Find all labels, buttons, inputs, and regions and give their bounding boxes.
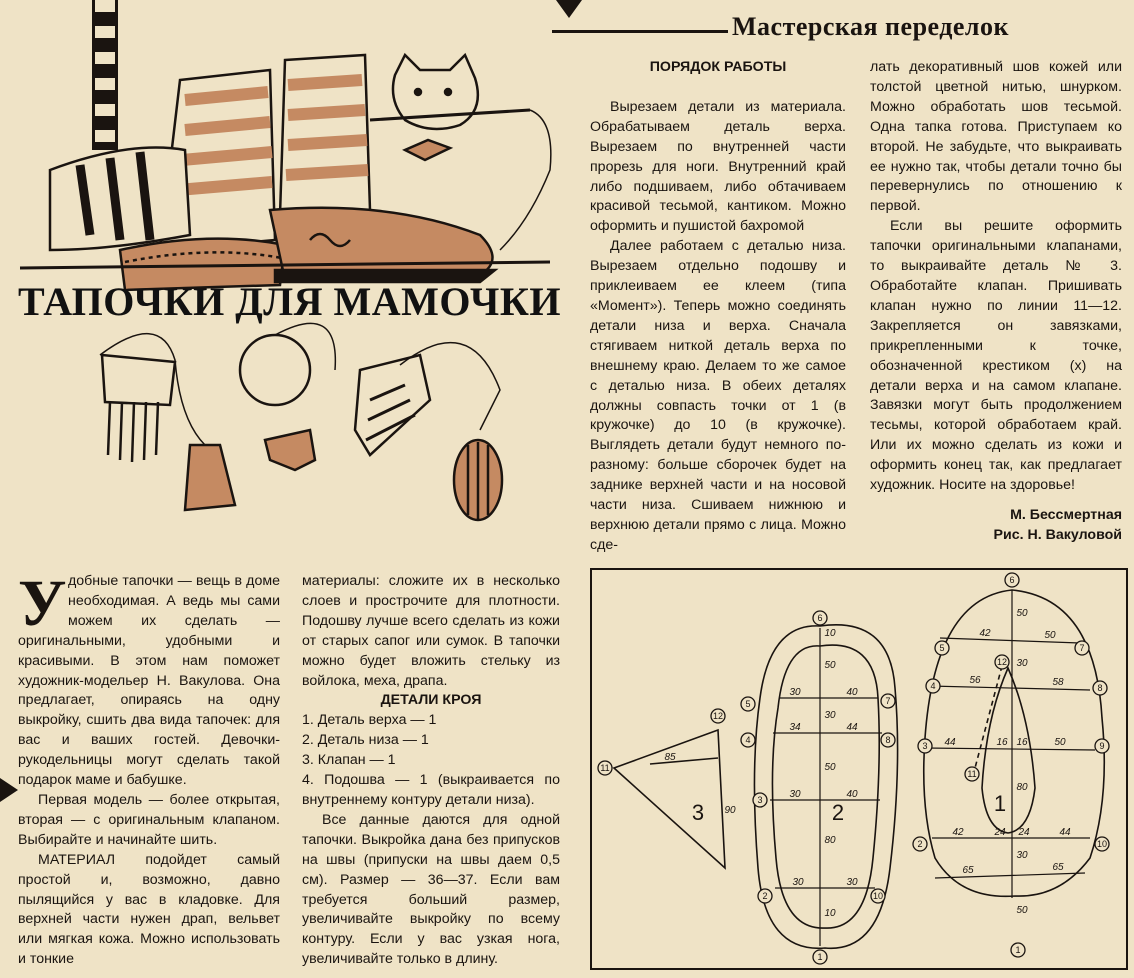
parts-list [302,711,560,811]
dim-label: 80 [1016,782,1028,793]
parts-list-item: 3. Клапан — 1 [302,752,396,769]
dim-label: 56 [969,675,981,686]
finishing-column [870,58,1122,496]
point-label: 11 [600,763,610,773]
dim-label: 24 [1018,827,1030,838]
intro-paragraph-1 [18,567,280,791]
dim-label: 42 [979,628,991,639]
dimension-labels [664,608,1071,919]
dim-label: 44 [944,737,956,748]
dim-label: 58 [1052,677,1064,688]
dim-label: 65 [1052,862,1064,873]
part-number: 1 [993,791,1007,816]
point-label: 11 [967,769,977,779]
part-number: 2 [831,800,845,825]
flap-outline [614,730,725,868]
dim-label: 16 [1016,737,1028,748]
point-label: 6 [1009,575,1015,585]
parts-list-item: 2. Деталь низа — 1 [302,732,429,749]
dim-label: 80 [824,835,836,846]
dim-label: 85 [664,752,676,763]
procedure-column [590,58,846,556]
point-label: 3 [757,795,763,805]
drop-cap: У [18,567,67,640]
striped-cat-body-icon [50,148,190,251]
dim-label: 24 [994,827,1006,838]
point-label: 1 [817,952,823,962]
dim-label: 16 [996,737,1008,748]
parts-list-item: 4. Подошва — 1 (выкраивается по внутреннему контуру детали низа). [302,772,560,808]
signature-block [870,506,1122,546]
point-label: 12 [996,657,1008,667]
dim-label: 30 [789,789,801,800]
point-label: 5 [939,643,945,653]
point-label: 9 [1099,741,1105,751]
dim-label: 30 [1016,850,1028,861]
illustrator-name: Рис. Н. Вакуловой [993,526,1122,543]
pattern-diagram [590,568,1128,970]
finishing-paragraph-1: лать декоративный шов кожей или толстой цветной нитью, шнурком. Можно обработать шов тесьмой. Одна тапка готова. Приступаем ко второй. Не забудьте, что выкраивать ее нужно так, чтобы детали точно бы перевернулись по отношению к первой. [870,59,1122,215]
point-label: 12 [712,711,724,721]
dim-label: 34 [789,722,801,733]
point-label: 1 [1015,945,1021,955]
point-labels [600,575,1107,962]
dim-label: 30 [1016,658,1028,669]
point-label: 8 [885,735,891,745]
point-label: 2 [917,839,923,849]
rubric-rule [552,30,728,33]
tassel-ornaments-icon [100,323,502,520]
article-title: ТАПОЧКИ ДЛЯ МАМОЧКИ [18,279,561,324]
point-label: 4 [930,681,936,691]
dim-label: 50 [1016,608,1028,619]
author-name: М. Бессмертная [1010,507,1122,523]
intro-paragraph-3: МАТЕРИАЛ подойдет самый простой и, возможно, давно пылящийся у вас в кладовке. Для верхней части нужен драп, вельвет или мягкая кожа. Можно использовать и тонкие [18,851,280,968]
dim-label: 30 [789,687,801,698]
point-markers [598,573,1109,964]
dim-label: 10 [824,908,836,919]
dim-label: 65 [962,865,974,876]
point-label: 2 [762,891,768,901]
dim-label: 30 [846,877,858,888]
point-label: 3 [922,741,928,751]
part-number: 3 [691,800,705,825]
dim-label: 44 [846,722,858,733]
dim-label: 30 [792,877,804,888]
point-label: 7 [885,696,891,706]
procedure-paragraph-1: Вырезаем детали из материала. Обрабатываем деталь верха. Вырезаем по внутренней части прорезь для ноги. Внутренний край либо подшиваем, либо обтачиваем красивой тесьмой, кантиком. Можно оформить и пушистой бахромой [590,98,846,235]
materials-paragraph: материалы: сложите их в несколько слоев и прострочите для плотности. Подошву лучше всего сделать из кожи от старых сапог или сумок. В тапочки можно будет вложить стельку из войлока, меха, драпа. [302,573,560,689]
flap-dim-line [650,758,718,764]
point-label: 8 [1097,683,1103,693]
point-label: 5 [745,699,751,709]
point-label: 4 [745,735,751,745]
dim-label: 50 [1016,905,1028,916]
parts-heading: ДЕТАЛИ КРОЯ [380,692,482,709]
slippers-illustration [10,0,565,550]
dim-label: 10 [824,628,836,639]
dim-label: 42 [952,827,964,838]
dim-label: 44 [1059,827,1071,838]
sizes-paragraph: Все данные даются для одной тапочки. Выкройка дана без припусков на швы (припуски на швы даем 0,5 см). Размер — 36—37. Если вам требуется больший размер, увеличивайте выкройку по всему контуру. Если у вас узкая нога, увеличивайте только в длину. [302,811,560,968]
dim-label: 30 [824,710,836,721]
dim-label: 50 [1044,630,1056,641]
dim-label: 50 [824,762,836,773]
dim-label: 50 [1054,737,1066,748]
procedure-paragraph-2: Далее работаем с деталью низа. Вырезаем отдельно подошву и приклеиваем ее клеем (типа «Момент»). Теперь можно соединять детали низа и верха. Сначала стягиваем ниткой деталь верха по внешнему краю. Делаем то же самое с деталью низа. В обеих деталях должны совпасть точки от 1 (в кружочке) до 10 (в кружочке). Выглядеть детали будут немного по-разному: больше сборочек будет на заднике верхней части и на носовой части низа. Сшиваем нижнюю и верхнюю детали прямо с лица. Можно сде- [590,238,846,553]
intro-paragraph-1-text: добные тапочки — вещь в доме необходимая. А ведь мы сами можем их сделать — оригинальными, удобными и красивыми. В этом нам поможет художник-модельер Н. Вакулова. Она предлагает, опираясь на одну выкройку, сшить два вида тапочек: для вас и ваших гостей. Девочки-рукодельницы могут сделать такой подарок маме и бабушке. [18,573,280,789]
point-label: 10 [872,891,884,901]
dim-label: 90 [724,805,736,816]
rubric-title: Мастерская переделок [732,12,1009,41]
procedure-heading: ПОРЯДОК РАБОТЫ [649,59,787,75]
dim-label: 50 [824,660,836,671]
dim-label: 40 [846,687,858,698]
point-label: 6 [817,613,823,623]
dim-label: 40 [846,789,858,800]
point-label: 10 [1096,839,1108,849]
point-label: 7 [1079,643,1085,653]
finishing-paragraph-2: Если вы решите оформить тапочки оригинальными клапанами, то выкраивайте деталь № 3. Обработайте клапан. Пришивать клапан нужно по линии 11—12. Закрепляется он завязками, прикрепленными к точке, обозначенной крестиком (x) на детали верха и на самом клапане. Завязки могут быть продолжением тесьмы, которой обработаем край. Или их можно сделать из кожи и оформить конец так, как предлагает художник. Носите на здоровье! [870,218,1122,494]
intro-paragraph-2: Первая модель — более открытая, вторая — с оригинальным клапаном. Выбирайте и начинайте шить. [18,791,280,848]
intro-column [18,567,280,970]
materials-column [302,572,560,970]
parts-list-item: 1. Деталь верха — 1 [302,712,437,729]
foot-opening-outline [982,668,1035,833]
side-arrow-mark [0,778,18,802]
